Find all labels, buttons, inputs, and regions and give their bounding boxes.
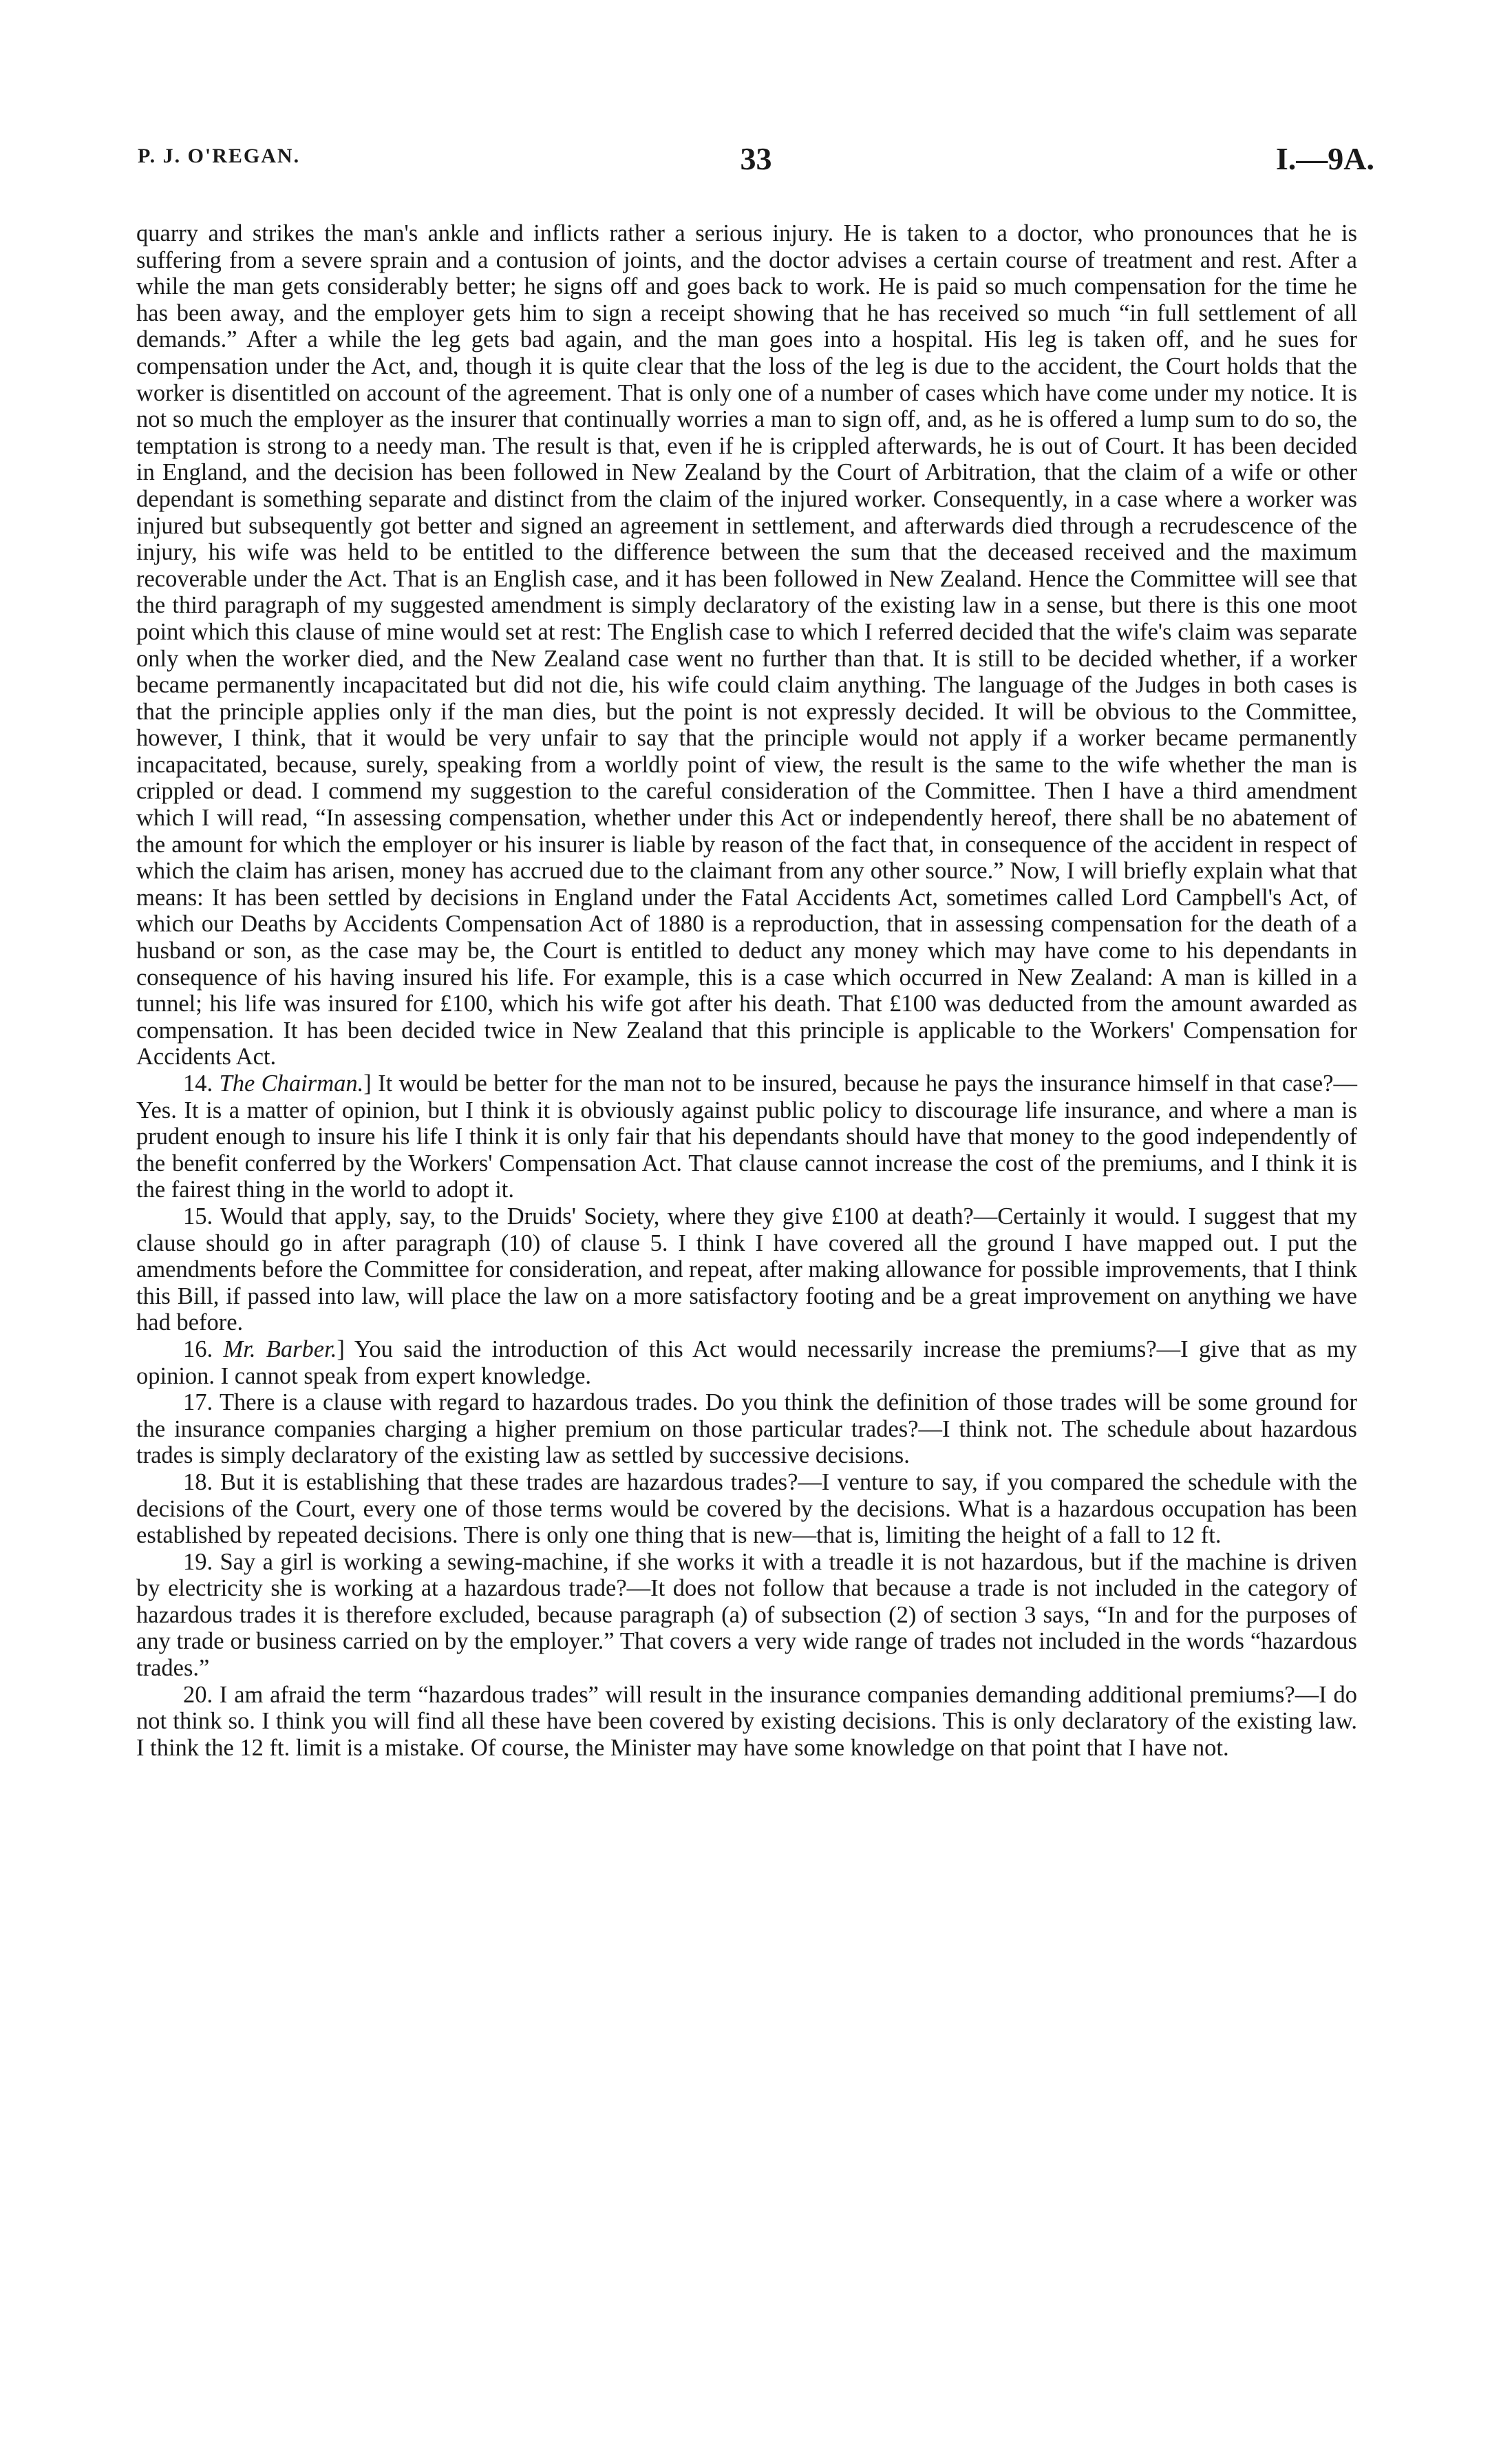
paragraph-17 bbox=[136, 1389, 1357, 1469]
paragraph-number: 17. bbox=[183, 1389, 213, 1416]
speaker-name: Mr. Barber. bbox=[223, 1335, 337, 1362]
paragraph-text: ] It would be better for the man not to be insured, because he pays the insurance himself in that case?—Yes. It is a matter of opinion, but I think it is obviously against public policy to discourage life insurance, and where a man is prudent enough to insure his life I think it is only fair that his dependants should have that money to the good independently of the benefit conferred by the Workers' Compensation Act. That clause cannot increase the cost of the premiums, and I think it is the fairest thing in the world to adopt it. bbox=[136, 1070, 1358, 1203]
paragraph-continuation bbox=[136, 220, 1357, 1070]
paragraph-19 bbox=[136, 1549, 1357, 1682]
paragraph-text: Would that apply, say, to the Druids' Society, where they give £100 at death?—Certainly it would. I suggest that my clause should go in after paragraph (10) of clause 5. I think I have covered all the ground I have mapped out. I put the amendments before the Committee for consideration, and repeat, after making allowance for possible improvements, that I think this Bill, if passed into law, will place the law on a more satisfactory footing and be a great improvement on anything we have had before. bbox=[136, 1203, 1357, 1336]
paragraph-text: But it is establishing that these trades are hazardous trades?—I venture to say, if you compared the schedule with the decisions of the Court, every one of those terms would be covered by the decisions. What is a hazardous occupation has been established by repeated decisions. There is only one thing that is new—that is, limiting the height of a fall to 12 ft. bbox=[136, 1468, 1358, 1549]
paragraph-number: 14. bbox=[183, 1070, 213, 1097]
paragraph-number: 16. bbox=[183, 1335, 213, 1362]
paragraph-text: I am afraid the term “hazardous trades” will result in the insurance companies demanding additional premiums?—I do not think so. I think you will find all these have been covered by existing decisions. This is only declaratory of the existing law. I think the 12 ft. limit is a mistake. Of course, the Minister may have some knowledge on that point that I have not. bbox=[136, 1681, 1357, 1761]
speaker-name: The Chairman. bbox=[219, 1070, 364, 1097]
header-witness-name: P. J. O'REGAN. bbox=[138, 145, 301, 167]
paragraph-number: 20. bbox=[183, 1681, 213, 1708]
document-body bbox=[136, 220, 1357, 1761]
paragraph-15 bbox=[136, 1203, 1357, 1336]
paragraph-16 bbox=[136, 1336, 1357, 1389]
paragraph-14 bbox=[136, 1070, 1357, 1203]
paragraph-20 bbox=[136, 1682, 1357, 1762]
paragraph-text: There is a clause with regard to hazardous trades. Do you think the definition of those trades will be some ground for the insurance companies charging a higher premium on those particular trades?—I think not. The schedule about hazardous trades is simply declaratory of the existing law as settled by successive decisions. bbox=[136, 1389, 1357, 1469]
document-reference: I.—9A. bbox=[1275, 141, 1374, 176]
paragraph-text: Say a girl is working a sewing-machine, if she works it with a treadle it is not hazardous, but if the machine is driven by electricity she is working at a hazardous trade?—It does not follow that because a trade is not included in the category of hazardous trades it is therefore excluded, because paragraph (a) of subsection (2) of section 3 says, “In and for the purposes of any trade or business carried on by the employer.” That covers a very wide range of trades not included in the words “hazardous trades.” bbox=[136, 1548, 1357, 1682]
paragraph-18 bbox=[136, 1469, 1357, 1549]
paragraph-text: ] You said the introduction of this Act would necessarily increase the premiums?—I give that as my opinion. I cannot speak from expert knowledge. bbox=[136, 1335, 1357, 1389]
paragraph-number: 15. bbox=[183, 1203, 213, 1229]
paragraph-number: 18. bbox=[183, 1468, 213, 1495]
page-number: 33 bbox=[740, 141, 772, 176]
page-header bbox=[138, 141, 1374, 186]
paragraph-text: quarry and strikes the man's ankle and inflicts rather a serious injury. He is taken to a doctor, who pronounces that he is suffering from a severe sprain and a contusion of joints, and the doctor advises a certain course of treatment and rest. After a while the man gets considerably better; he signs off and goes back to work. He is paid so much compensation for the time he has been away, and the employer gets him to sign a receipt showing that he has received so much “in full settlement of all demands.” After a while the leg gets bad again, and the man goes into a hospital. His leg is taken off, and he sues for compensation under the Act, and, though it is quite clear that the loss of the leg is due to the accident, the Court holds that the worker is disentitled on account of the agreement. That is only one of a number of cases which have come under my notice. It is not so much the employer as the insurer that continually worries a man to sign off, and, as he is offered a lump sum to do so, the temptation is strong to a needy man. The result is that, even if he is crippled afterwards, he is out of Court. It has been decided in England, and the decision has been followed in New Zealand by the Court of Arbitration, that the claim of a wife or other dependant is something separate and distinct from the claim of the injured worker. Consequently, in a case where a worker was injured but subsequently got better and signed an agreement in settlement, and afterwards died through a recrudescence of the injury, his wife was held to be entitled to the difference between the sum that the deceased received and the maximum recoverable under the Act. That is an English case, and it has been followed in New Zealand. Hence the Committee will see that the third paragraph of my suggested amendment is simply declaratory of the existing law in a sense, but there is this one moot point which this clause of mine would set at rest: The English case to which I referred decided that the wife's claim was separate only when the worker died, and the New Zealand case went no further than that. It is still to be decided whether, if a worker became permanently incapacitated but did not die, his wife could claim anything. The language of the Judges in both cases is that the principle applies only if the man dies, but the point is not expressly decided. It will be obvious to the Committee, however, I think, that it would be very unfair to say that the principle would not apply if a worker became permanently incapacitated, because, surely, speaking from a worldly point of view, the result is the same to the wife whether the man is crippled or dead. I commend my suggestion to the careful consideration of the Committee. Then I have a third amendment which I will read, “In assessing compensation, whether under this Act or independently hereof, there shall be no abatement of the amount for which the employer or his insurer is liable by reason of the fact that, in consequence of the accident in respect of which the claim has arisen, money has accrued due to the claimant from any other source.” Now, I will briefly explain what that means: It has been settled by decisions in England under the Fatal Accidents Act, sometimes called Lord Campbell's Act, of which our Deaths by Accidents Compensation Act of 1880 is a reproduction, that in assessing compensation for the death of a husband or son, as the case may be, the Court is entitled to deduct any money which may have come to his dependants in consequence of his having insured his life. For example, this is a case which occurred in New Zealand: A man is killed in a tunnel; his life was insured for £100, which his wife got after his death. That £100 was deducted from the amount awarded as compensation. It has been decided twice in New Zealand that this principle is applicable to the Workers' Compensation for Accidents Act. bbox=[136, 220, 1357, 1070]
paragraph-number: 19. bbox=[183, 1548, 213, 1575]
